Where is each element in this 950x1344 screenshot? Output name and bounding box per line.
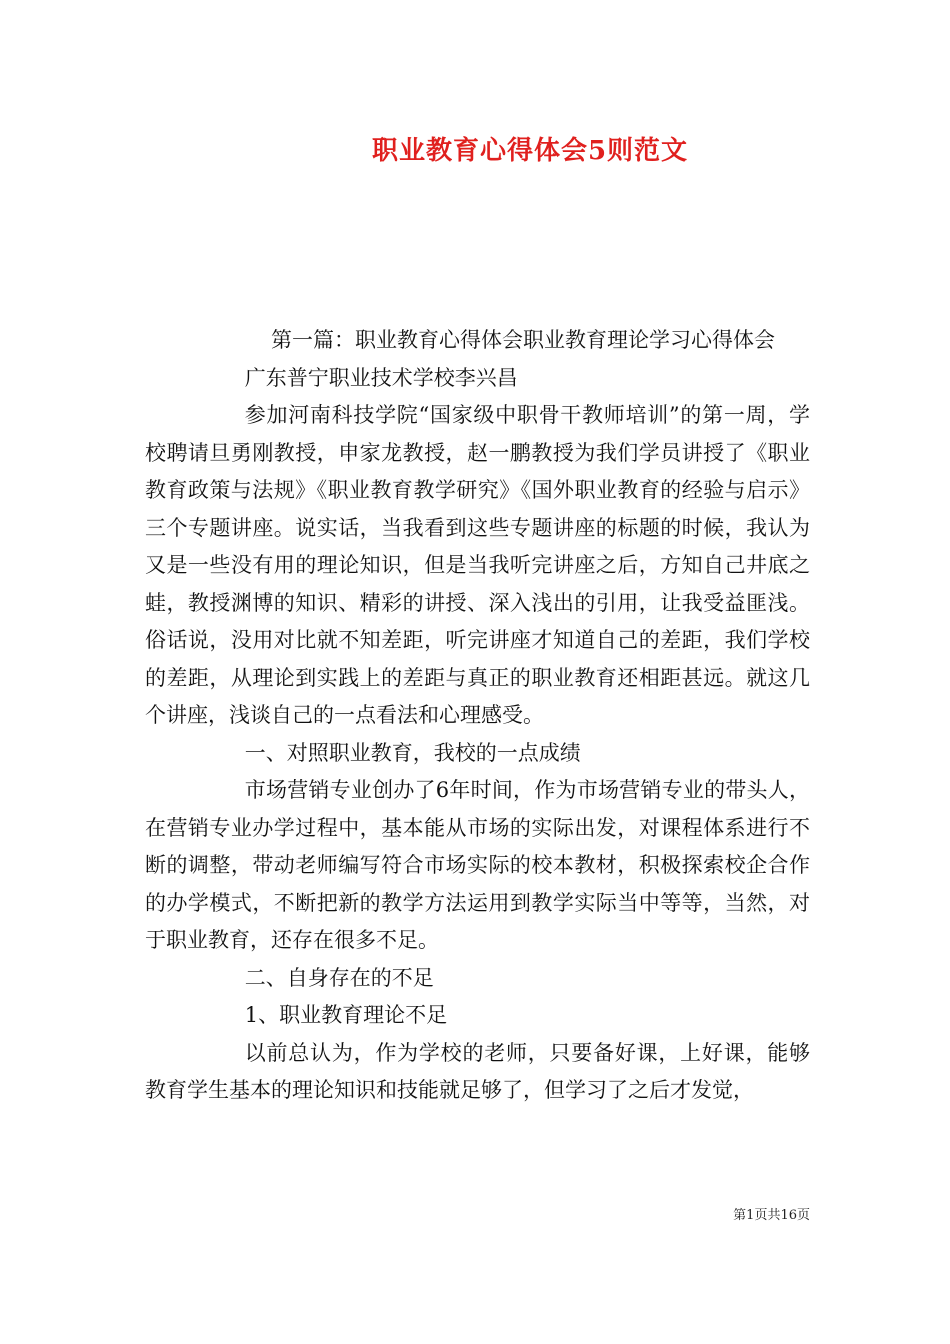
subheading: 一、对照职业教育，我校的一点成绩 [244, 740, 581, 765]
body-paragraph: 以前总认为，作为学校的老师，只要备好课，上好课，能够教育学生基本的理论知识和技能就足够了，但学习了之后才发觉， [145, 1040, 810, 1102]
subheading: 二、自身存在的不足 [244, 965, 434, 990]
document-title: 职业教育心得体会5则范文 [371, 136, 689, 166]
section-heading-first: 第一篇：职业教育心得体会职业教育理论学习心得体会 [271, 328, 775, 352]
body-paragraph: 市场营销专业创办了6年时间，作为市场营销专业的带头人，在营销专业办学过程中，基本能从市场的实际出发，对课程体系进行不断的调整，带动老师编写符合市场实际的校本教材，积极探索校企合作的办学模式，不断把新的教学方法运用到教学实际当中等等，当然，对于职业教育，还存在很多不足。 [145, 778, 810, 952]
author-line: 广东普宁职业技术学校李兴昌 [244, 365, 518, 390]
body-paragraph: 参加河南科技学院“国家级中职骨干教师培训”的第一周，学校聘请旦勇刚教授，申家龙教授，赵一鹏教授为我们学员讲授了《职业教育政策与法规》《职业教育教学研究》《国外职业教育的经验与启示》三个专题讲座。说实话，当我看到这些专题讲座的标题的时候，我认为又是一些没有用的理论知识，但是当我听完讲座之后，方知自己井底之蛙，教授渊博的知识、精彩的讲授、深入浅出的引用，让我受益匪浅。俗话说，没用对比就不知差距，听完讲座才知道自己的差距，我们学校的差距，从理论到实践上的差距与真正的职业教育还相距甚远。就这几个讲座，浅谈自己的一点看法和心理感受。 [145, 403, 810, 727]
document-body [145, 322, 810, 1110]
page-number-footer: 第1页共16页 [733, 1208, 810, 1223]
subheading: 1、职业教育理论不足 [244, 1003, 448, 1027]
